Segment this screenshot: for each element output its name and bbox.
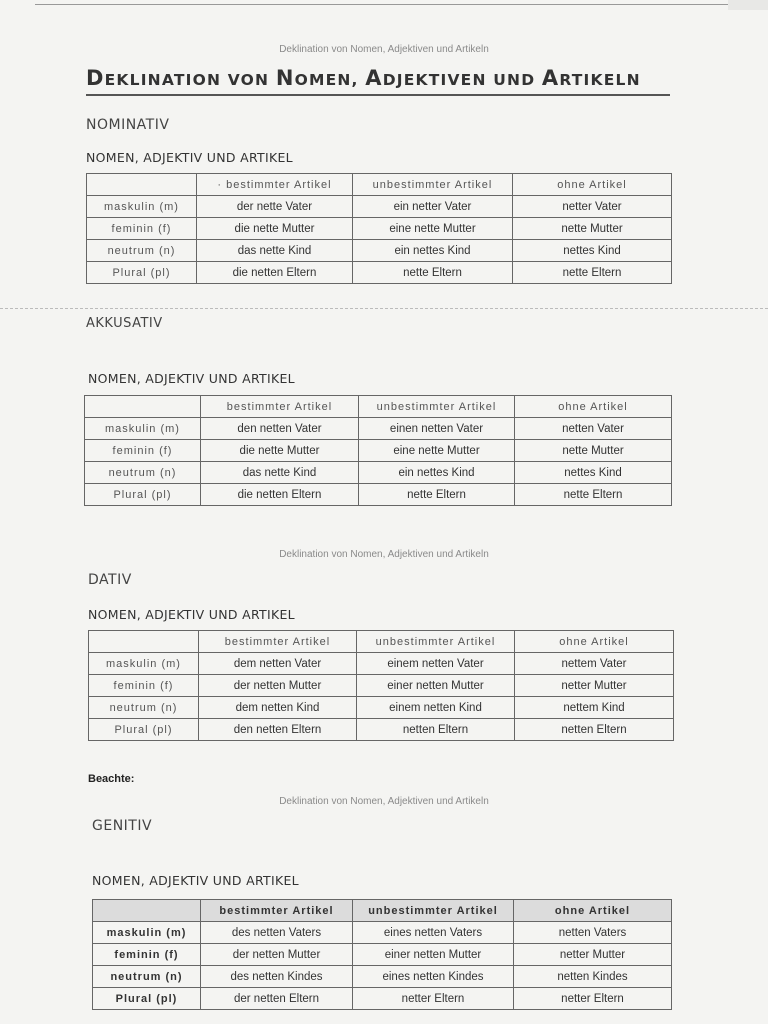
column-header: ohne Artikel: [515, 396, 672, 418]
table-nominativ: [86, 173, 672, 284]
table-akkusativ: [84, 395, 672, 506]
table-cell: die netten Eltern: [197, 262, 353, 284]
table-row: [85, 462, 672, 484]
table-cell: netter Mutter: [514, 944, 672, 966]
subheading-nominativ: NOMEN, ADJEKTIV UND ARTIKEL: [86, 150, 293, 165]
table-row: [85, 440, 672, 462]
subheading-genitiv: NOMEN, ADJEKTIV UND ARTIKEL: [92, 873, 299, 888]
table-cell: der nette Vater: [197, 196, 353, 218]
subheading-dativ: NOMEN, ADJEKTIV UND ARTIKEL: [88, 607, 295, 622]
table-cell: der netten Mutter: [199, 675, 357, 697]
row-label: maskulin (m): [93, 922, 201, 944]
column-header: ohne Artikel: [513, 174, 672, 196]
table-row: [87, 196, 672, 218]
row-label: feminin (f): [93, 944, 201, 966]
running-header: Deklination von Nomen, Adjektiven und Artikeln: [279, 44, 489, 55]
table-row: [93, 922, 672, 944]
row-label: Plural (pl): [89, 719, 199, 741]
table-cell: einem netten Vater: [357, 653, 515, 675]
table-cell: das nette Kind: [197, 240, 353, 262]
row-label: neutrum (n): [89, 697, 199, 719]
table-cell: netten Kindes: [514, 966, 672, 988]
column-header: · bestimmter Artikel: [197, 174, 353, 196]
table-cell: nettes Kind: [513, 240, 672, 262]
table-row: [89, 697, 674, 719]
table-cell: ein nettes Kind: [359, 462, 515, 484]
table-cell: nette Mutter: [515, 440, 672, 462]
table-row: [93, 944, 672, 966]
scan-fold-line: [0, 308, 768, 309]
beachte-label: Beachte:: [88, 773, 135, 785]
row-label: feminin (f): [89, 675, 199, 697]
subheading-akkusativ: NOMEN, ADJEKTIV UND ARTIKEL: [88, 371, 295, 386]
header-corner-cell: [87, 174, 197, 196]
table-cell: dem netten Kind: [199, 697, 357, 719]
table-cell: netten Eltern: [515, 719, 674, 741]
table-cell: den netten Vater: [201, 418, 359, 440]
page-title: [86, 66, 670, 96]
table-cell: eine nette Mutter: [353, 218, 513, 240]
table-cell: einer netten Mutter: [357, 675, 515, 697]
table-cell: netten Vater: [515, 418, 672, 440]
table-cell: der netten Mutter: [201, 944, 353, 966]
row-label: feminin (f): [87, 218, 197, 240]
table-cell: netter Mutter: [515, 675, 674, 697]
table-cell: netter Eltern: [353, 988, 514, 1010]
column-header: unbestimmter Artikel: [359, 396, 515, 418]
title-word: VON: [221, 71, 276, 89]
table-cell: den netten Eltern: [199, 719, 357, 741]
table-cell: nettem Vater: [515, 653, 674, 675]
table-cell: nette Eltern: [513, 262, 672, 284]
table-cell: netten Vaters: [514, 922, 672, 944]
row-label: maskulin (m): [89, 653, 199, 675]
table-cell: des netten Vaters: [201, 922, 353, 944]
table-dativ: [88, 630, 674, 741]
header-corner-cell: [93, 900, 201, 922]
table-cell: einem netten Kind: [357, 697, 515, 719]
row-label: maskulin (m): [87, 196, 197, 218]
row-label: neutrum (n): [87, 240, 197, 262]
table-cell: nettem Kind: [515, 697, 674, 719]
table-cell: nette Mutter: [513, 218, 672, 240]
table-row: [87, 218, 672, 240]
table-cell: der netten Eltern: [201, 988, 353, 1010]
table-row: [93, 988, 672, 1010]
table-row: [89, 719, 674, 741]
table-cell: nette Eltern: [353, 262, 513, 284]
title-word: ARTIKELN: [541, 66, 641, 90]
row-label: Plural (pl): [93, 988, 201, 1010]
page-top-rule: [35, 4, 735, 5]
table-cell: des netten Kindes: [201, 966, 353, 988]
table-cell: nette Eltern: [359, 484, 515, 506]
column-header: bestimmter Artikel: [201, 396, 359, 418]
table-cell: netten Eltern: [357, 719, 515, 741]
row-label: maskulin (m): [85, 418, 201, 440]
table-cell: ein nettes Kind: [353, 240, 513, 262]
table-cell: das nette Kind: [201, 462, 359, 484]
table-genitiv: [92, 899, 672, 1010]
running-header: Deklination von Nomen, Adjektiven und Artikeln: [279, 796, 489, 807]
column-header: unbestimmter Artikel: [357, 631, 515, 653]
column-header: unbestimmter Artikel: [353, 900, 514, 922]
table-cell: eines netten Vaters: [353, 922, 514, 944]
case-heading-genitiv: GENITIV: [92, 818, 153, 834]
title-word: DEKLINATION: [86, 66, 222, 90]
table-row: [85, 418, 672, 440]
title-word: NOMEN,: [275, 66, 366, 90]
table-cell: netter Vater: [513, 196, 672, 218]
column-header: unbestimmter Artikel: [353, 174, 513, 196]
header-corner-cell: [89, 631, 199, 653]
row-label: neutrum (n): [93, 966, 201, 988]
table-cell: ein netter Vater: [353, 196, 513, 218]
table-cell: einer netten Mutter: [353, 944, 514, 966]
table-row: [87, 262, 672, 284]
table-cell: netter Eltern: [514, 988, 672, 1010]
title-word: ADJEKTIVEN: [365, 66, 487, 90]
case-heading-dativ: DATIV: [88, 572, 132, 588]
title-word: UND: [486, 71, 542, 89]
table-header-row: [85, 396, 672, 418]
table-row: [87, 240, 672, 262]
case-heading-akkusativ: AKKUSATIV: [86, 316, 163, 331]
table-header-row: [87, 174, 672, 196]
table-row: [89, 675, 674, 697]
table-row: [85, 484, 672, 506]
table-header-row: [93, 900, 672, 922]
row-label: Plural (pl): [85, 484, 201, 506]
table-cell: eines netten Kindes: [353, 966, 514, 988]
column-header: ohne Artikel: [515, 631, 674, 653]
column-header: bestimmter Artikel: [199, 631, 357, 653]
case-heading-nominativ: NOMINATIV: [86, 117, 170, 133]
running-header: Deklination von Nomen, Adjektiven und Artikeln: [279, 549, 489, 560]
table-cell: nettes Kind: [515, 462, 672, 484]
row-label: neutrum (n): [85, 462, 201, 484]
table-row: [93, 966, 672, 988]
row-label: Plural (pl): [87, 262, 197, 284]
scan-edge: [728, 0, 768, 10]
table-cell: einen netten Vater: [359, 418, 515, 440]
table-header-row: [89, 631, 674, 653]
table-cell: nette Eltern: [515, 484, 672, 506]
table-cell: die nette Mutter: [201, 440, 359, 462]
column-header: bestimmter Artikel: [201, 900, 353, 922]
table-cell: dem netten Vater: [199, 653, 357, 675]
row-label: feminin (f): [85, 440, 201, 462]
column-header: ohne Artikel: [514, 900, 672, 922]
header-corner-cell: [85, 396, 201, 418]
table-cell: die netten Eltern: [201, 484, 359, 506]
table-cell: eine nette Mutter: [359, 440, 515, 462]
table-cell: die nette Mutter: [197, 218, 353, 240]
table-row: [89, 653, 674, 675]
